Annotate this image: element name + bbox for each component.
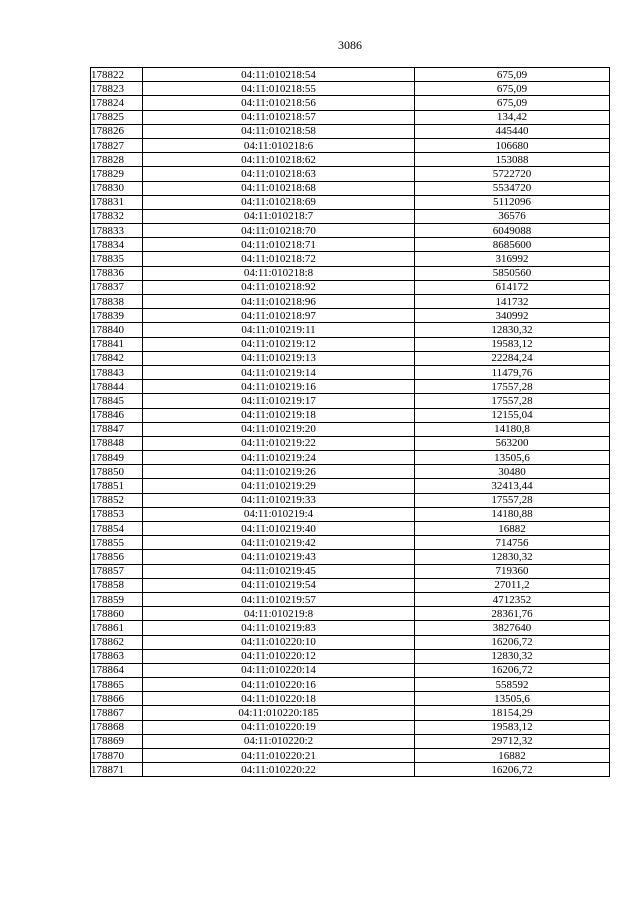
- value-cell: 714756: [415, 536, 610, 550]
- row-number-cell: 178835: [91, 252, 143, 266]
- cadastral-number-cell: 04:11:010218:7: [143, 209, 415, 223]
- value-cell: 12830,32: [415, 550, 610, 564]
- table-row: [91, 734, 610, 748]
- row-number-cell: 178849: [91, 451, 143, 465]
- cadastral-number-cell: 04:11:010219:18: [143, 408, 415, 422]
- cadastral-number-cell: 04:11:010219:11: [143, 323, 415, 337]
- value-cell: 675,09: [415, 82, 610, 96]
- table-row: [91, 124, 610, 138]
- cadastral-number-cell: 04:11:010218:70: [143, 224, 415, 238]
- value-cell: 12155,04: [415, 408, 610, 422]
- row-number-cell: 178844: [91, 380, 143, 394]
- cadastral-number-cell: 04:11:010219:40: [143, 522, 415, 536]
- value-cell: 29712,32: [415, 734, 610, 748]
- value-cell: 106680: [415, 138, 610, 152]
- table-row: [91, 224, 610, 238]
- table-row: [91, 209, 610, 223]
- cadastral-number-cell: 04:11:010219:83: [143, 621, 415, 635]
- table-row: [91, 394, 610, 408]
- cadastral-number-cell: 04:11:010219:24: [143, 451, 415, 465]
- row-number-cell: 178856: [91, 550, 143, 564]
- table-row: [91, 266, 610, 280]
- cadastral-number-cell: 04:11:010218:6: [143, 138, 415, 152]
- row-number-cell: 178836: [91, 266, 143, 280]
- row-number-cell: 178838: [91, 295, 143, 309]
- page-number: 3086: [338, 38, 362, 52]
- value-cell: 12830,32: [415, 323, 610, 337]
- cadastral-number-cell: 04:11:010220:22: [143, 763, 415, 777]
- row-number-cell: 178868: [91, 720, 143, 734]
- table-body: [91, 68, 610, 777]
- value-cell: 5722720: [415, 167, 610, 181]
- cadastral-number-cell: 04:11:010220:18: [143, 692, 415, 706]
- value-cell: 675,09: [415, 68, 610, 82]
- cadastral-number-cell: 04:11:010219:54: [143, 578, 415, 592]
- row-number-cell: 178822: [91, 68, 143, 82]
- value-cell: 30480: [415, 465, 610, 479]
- row-number-cell: 178858: [91, 578, 143, 592]
- table-row: [91, 337, 610, 351]
- table-row: [91, 96, 610, 110]
- cadastral-number-cell: 04:11:010219:17: [143, 394, 415, 408]
- value-cell: 12830,32: [415, 649, 610, 663]
- value-cell: 13505,6: [415, 451, 610, 465]
- cadastral-number-cell: 04:11:010219:16: [143, 380, 415, 394]
- cadastral-number-cell: 04:11:010220:2: [143, 734, 415, 748]
- table-row: [91, 138, 610, 152]
- value-cell: 22284,24: [415, 351, 610, 365]
- value-cell: 16882: [415, 749, 610, 763]
- row-number-cell: 178852: [91, 493, 143, 507]
- row-number-cell: 178859: [91, 592, 143, 606]
- row-number-cell: 178847: [91, 422, 143, 436]
- table-row: [91, 365, 610, 379]
- table-row: [91, 479, 610, 493]
- table-row: [91, 465, 610, 479]
- table-row: [91, 451, 610, 465]
- table-row: [91, 351, 610, 365]
- table-row: [91, 692, 610, 706]
- cadastral-number-cell: 04:11:010218:68: [143, 181, 415, 195]
- cadastral-number-cell: 04:11:010219:43: [143, 550, 415, 564]
- value-cell: 28361,76: [415, 607, 610, 621]
- table-row: [91, 380, 610, 394]
- row-number-cell: 178843: [91, 365, 143, 379]
- table-row: [91, 493, 610, 507]
- table-row: [91, 252, 610, 266]
- value-cell: 16206,72: [415, 635, 610, 649]
- row-number-cell: 178828: [91, 153, 143, 167]
- table-row: [91, 280, 610, 294]
- cadastral-number-cell: 04:11:010218:57: [143, 110, 415, 124]
- row-number-cell: 178823: [91, 82, 143, 96]
- value-cell: 14180,8: [415, 422, 610, 436]
- cadastral-number-cell: 04:11:010218:63: [143, 167, 415, 181]
- value-cell: 11479,76: [415, 365, 610, 379]
- row-number-cell: 178863: [91, 649, 143, 663]
- value-cell: 316992: [415, 252, 610, 266]
- value-cell: 5534720: [415, 181, 610, 195]
- cadastral-number-cell: 04:11:010220:16: [143, 678, 415, 692]
- row-number-cell: 178827: [91, 138, 143, 152]
- value-cell: 32413,44: [415, 479, 610, 493]
- row-number-cell: 178839: [91, 309, 143, 323]
- cadastral-number-cell: 04:11:010219:4: [143, 507, 415, 521]
- table-row: [91, 635, 610, 649]
- cadastral-number-cell: 04:11:010220:19: [143, 720, 415, 734]
- row-number-cell: 178867: [91, 706, 143, 720]
- cadastral-number-cell: 04:11:010218:62: [143, 153, 415, 167]
- table-row: [91, 323, 610, 337]
- row-number-cell: 178857: [91, 564, 143, 578]
- table-row: [91, 68, 610, 82]
- cadastral-number-cell: 04:11:010220:10: [143, 635, 415, 649]
- cadastral-number-cell: 04:11:010219:14: [143, 365, 415, 379]
- cadastral-number-cell: 04:11:010219:26: [143, 465, 415, 479]
- table-row: [91, 706, 610, 720]
- row-number-cell: 178870: [91, 749, 143, 763]
- cadastral-number-cell: 04:11:010218:55: [143, 82, 415, 96]
- row-number-cell: 178837: [91, 280, 143, 294]
- cadastral-number-cell: 04:11:010219:8: [143, 607, 415, 621]
- cadastral-number-cell: 04:11:010219:45: [143, 564, 415, 578]
- cadastral-number-cell: 04:11:010218:96: [143, 295, 415, 309]
- table-row: [91, 536, 610, 550]
- table-row: [91, 153, 610, 167]
- value-cell: 17557,28: [415, 394, 610, 408]
- table-row: [91, 181, 610, 195]
- cadastral-number-cell: 04:11:010220:14: [143, 663, 415, 677]
- value-cell: 17557,28: [415, 380, 610, 394]
- row-number-cell: 178862: [91, 635, 143, 649]
- table-row: [91, 82, 610, 96]
- table-row: [91, 436, 610, 450]
- value-cell: 558592: [415, 678, 610, 692]
- table-row: [91, 507, 610, 521]
- value-cell: 5112096: [415, 195, 610, 209]
- row-number-cell: 178834: [91, 238, 143, 252]
- table-row: [91, 110, 610, 124]
- table-row: [91, 678, 610, 692]
- row-number-cell: 178831: [91, 195, 143, 209]
- row-number-cell: 178833: [91, 224, 143, 238]
- table-row: [91, 522, 610, 536]
- value-cell: 36576: [415, 209, 610, 223]
- row-number-cell: 178848: [91, 436, 143, 450]
- row-number-cell: 178841: [91, 337, 143, 351]
- row-number-cell: 178865: [91, 678, 143, 692]
- table-row: [91, 621, 610, 635]
- cadastral-number-cell: 04:11:010218:71: [143, 238, 415, 252]
- value-cell: 6049088: [415, 224, 610, 238]
- value-cell: 153088: [415, 153, 610, 167]
- table-row: [91, 763, 610, 777]
- row-number-cell: 178869: [91, 734, 143, 748]
- table-row: [91, 649, 610, 663]
- value-cell: 16882: [415, 522, 610, 536]
- row-number-cell: 178845: [91, 394, 143, 408]
- cadastral-number-cell: 04:11:010218:8: [143, 266, 415, 280]
- row-number-cell: 178825: [91, 110, 143, 124]
- row-number-cell: 178850: [91, 465, 143, 479]
- value-cell: 19583,12: [415, 720, 610, 734]
- table-row: [91, 167, 610, 181]
- value-cell: 16206,72: [415, 763, 610, 777]
- value-cell: 14180,88: [415, 507, 610, 521]
- row-number-cell: 178840: [91, 323, 143, 337]
- cadastral-number-cell: 04:11:010218:56: [143, 96, 415, 110]
- value-cell: 8685600: [415, 238, 610, 252]
- row-number-cell: 178851: [91, 479, 143, 493]
- row-number-cell: 178842: [91, 351, 143, 365]
- table-row: [91, 309, 610, 323]
- table-row: [91, 720, 610, 734]
- table-row: [91, 408, 610, 422]
- cadastral-number-cell: 04:11:010220:12: [143, 649, 415, 663]
- table-row: [91, 295, 610, 309]
- cadastral-number-cell: 04:11:010219:20: [143, 422, 415, 436]
- value-cell: 16206,72: [415, 663, 610, 677]
- row-number-cell: 178853: [91, 507, 143, 521]
- value-cell: 134,42: [415, 110, 610, 124]
- value-cell: 13505,6: [415, 692, 610, 706]
- cadastral-number-cell: 04:11:010219:12: [143, 337, 415, 351]
- value-cell: 445440: [415, 124, 610, 138]
- value-cell: 4712352: [415, 592, 610, 606]
- cadastral-number-cell: 04:11:010218:92: [143, 280, 415, 294]
- cadastral-number-cell: 04:11:010218:54: [143, 68, 415, 82]
- table-row: [91, 238, 610, 252]
- value-cell: 5850560: [415, 266, 610, 280]
- value-cell: 3827640: [415, 621, 610, 635]
- cadastral-number-cell: 04:11:010219:42: [143, 536, 415, 550]
- table-row: [91, 663, 610, 677]
- table-row: [91, 607, 610, 621]
- row-number-cell: 178829: [91, 167, 143, 181]
- cadastral-number-cell: 04:11:010218:97: [143, 309, 415, 323]
- table-row: [91, 422, 610, 436]
- row-number-cell: 178871: [91, 763, 143, 777]
- cadastral-number-cell: 04:11:010219:57: [143, 592, 415, 606]
- value-cell: 17557,28: [415, 493, 610, 507]
- table-row: [91, 592, 610, 606]
- cadastral-number-cell: 04:11:010220:185: [143, 706, 415, 720]
- row-number-cell: 178830: [91, 181, 143, 195]
- value-cell: 141732: [415, 295, 610, 309]
- value-cell: 340992: [415, 309, 610, 323]
- row-number-cell: 178860: [91, 607, 143, 621]
- row-number-cell: 178866: [91, 692, 143, 706]
- row-number-cell: 178826: [91, 124, 143, 138]
- value-cell: 675,09: [415, 96, 610, 110]
- cadastral-number-cell: 04:11:010218:72: [143, 252, 415, 266]
- cadastral-number-cell: 04:11:010219:13: [143, 351, 415, 365]
- value-cell: 18154,29: [415, 706, 610, 720]
- row-number-cell: 178832: [91, 209, 143, 223]
- row-number-cell: 178861: [91, 621, 143, 635]
- cadastral-number-cell: 04:11:010219:22: [143, 436, 415, 450]
- table-row: [91, 578, 610, 592]
- cadastral-number-cell: 04:11:010219:33: [143, 493, 415, 507]
- row-number-cell: 178864: [91, 663, 143, 677]
- cadastral-number-cell: 04:11:010218:69: [143, 195, 415, 209]
- row-number-cell: 178854: [91, 522, 143, 536]
- value-cell: 27011,2: [415, 578, 610, 592]
- row-number-cell: 178824: [91, 96, 143, 110]
- cadastral-value-table: [90, 67, 610, 777]
- cadastral-number-cell: 04:11:010219:29: [143, 479, 415, 493]
- cadastral-number-cell: 04:11:010220:21: [143, 749, 415, 763]
- table-row: [91, 564, 610, 578]
- row-number-cell: 178855: [91, 536, 143, 550]
- value-cell: 719360: [415, 564, 610, 578]
- row-number-cell: 178846: [91, 408, 143, 422]
- value-cell: 614172: [415, 280, 610, 294]
- cadastral-number-cell: 04:11:010218:58: [143, 124, 415, 138]
- table-row: [91, 749, 610, 763]
- value-cell: 563200: [415, 436, 610, 450]
- value-cell: 19583,12: [415, 337, 610, 351]
- table-row: [91, 550, 610, 564]
- table-row: [91, 195, 610, 209]
